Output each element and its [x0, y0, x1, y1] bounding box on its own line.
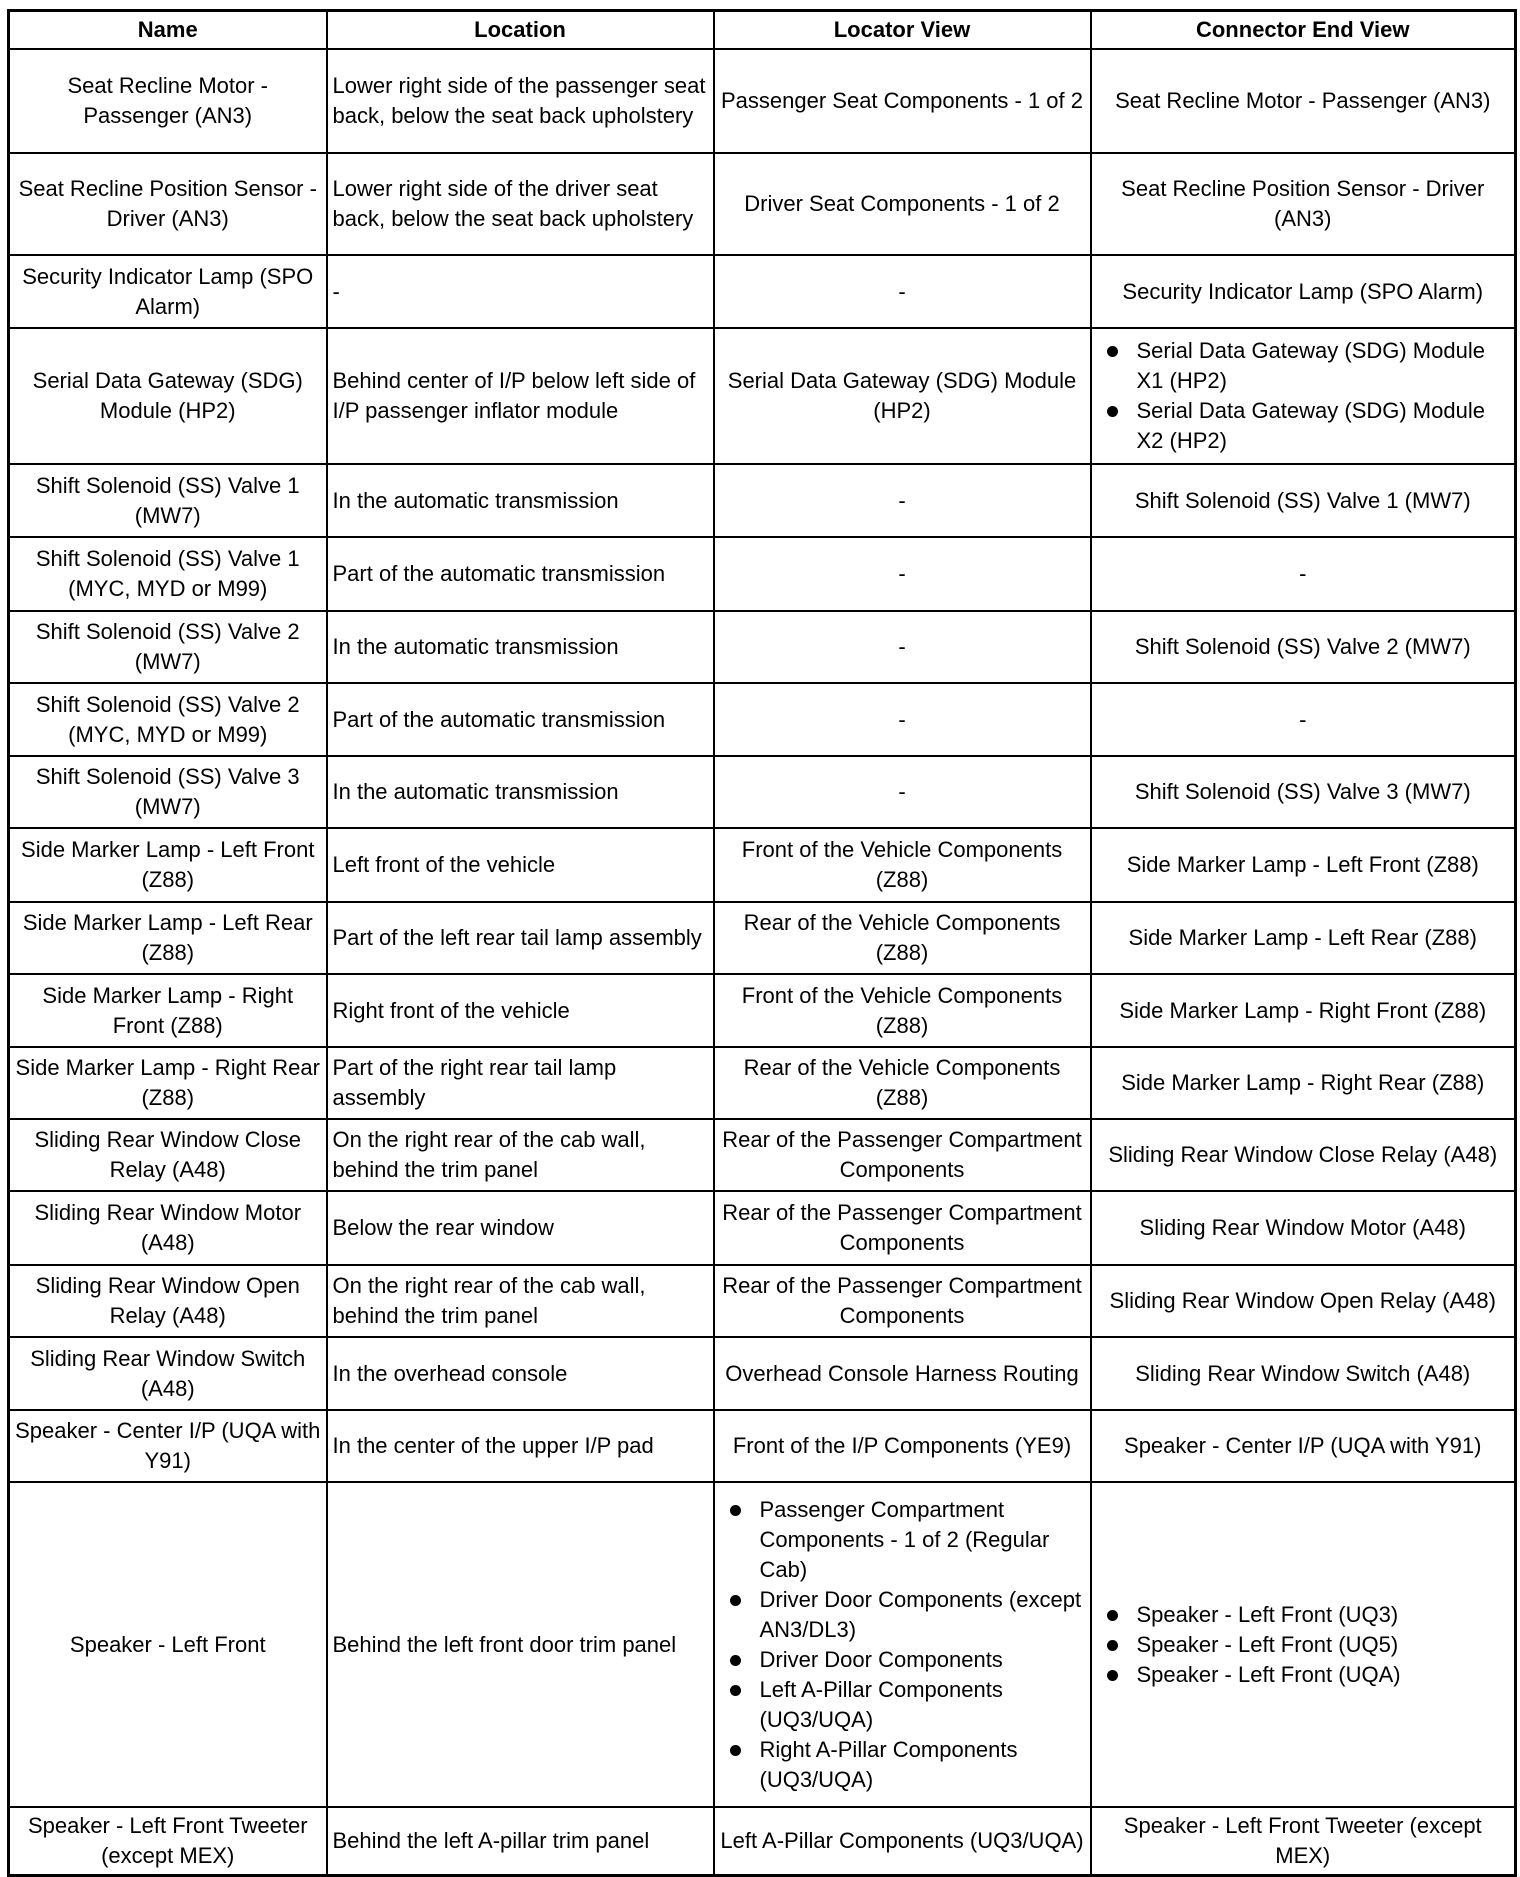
name-cell: Side Marker Lamp - Right Front (Z88): [9, 974, 327, 1047]
connector-end-view-cell: Shift Solenoid (SS) Valve 3 (MW7): [1091, 756, 1516, 828]
locator-view-cell: Front of the Vehicle Components (Z88): [714, 974, 1091, 1047]
table-row: [9, 1047, 1516, 1119]
locator-view-cell: Rear of the Passenger Compartment Components: [714, 1119, 1091, 1191]
locator-view-cell: [714, 1482, 1091, 1807]
locator-view-cell: Front of the Vehicle Components (Z88): [714, 828, 1091, 902]
name-cell: Shift Solenoid (SS) Valve 1 (MYC, MYD or M99): [9, 537, 327, 611]
bullet-item: Left A-Pillar Components (UQ3/UQA): [760, 1675, 1085, 1735]
locator-view-cell: Rear of the Passenger Compartment Components: [714, 1191, 1091, 1265]
location-cell: Below the rear window: [327, 1191, 714, 1265]
location-cell: Right front of the vehicle: [327, 974, 714, 1047]
bullet-item: Passenger Compartment Components - 1 of 2 (Regular Cab): [760, 1495, 1085, 1585]
header-connector-end-view: Connector End View: [1091, 11, 1516, 50]
bullet-item: Serial Data Gateway (SDG) Module X1 (HP2): [1137, 336, 1510, 396]
location-cell: Left front of the vehicle: [327, 828, 714, 902]
location-cell: -: [327, 255, 714, 328]
name-cell: Shift Solenoid (SS) Valve 3 (MW7): [9, 756, 327, 828]
name-cell: Sliding Rear Window Motor (A48): [9, 1191, 327, 1265]
table-row: [9, 1482, 1516, 1807]
name-cell: Seat Recline Position Sensor - Driver (AN3): [9, 153, 327, 255]
table-row: [9, 828, 1516, 902]
location-cell: Part of the automatic transmission: [327, 683, 714, 756]
header-location: Location: [327, 11, 714, 50]
bullet-item: Driver Door Components (except AN3/DL3): [760, 1585, 1085, 1645]
table-row: [9, 328, 1516, 464]
table-row: [9, 1337, 1516, 1410]
bullet-item: Speaker - Left Front (UQA): [1137, 1660, 1510, 1690]
location-cell: On the right rear of the cab wall, behind the trim panel: [327, 1265, 714, 1337]
name-cell: Serial Data Gateway (SDG) Module (HP2): [9, 328, 327, 464]
table-row: [9, 1410, 1516, 1482]
header-name: Name: [9, 11, 327, 50]
header-locator-view: Locator View: [714, 11, 1091, 50]
name-cell: Sliding Rear Window Close Relay (A48): [9, 1119, 327, 1191]
bullet-item: Speaker - Left Front (UQ5): [1137, 1630, 1510, 1660]
name-cell: Side Marker Lamp - Right Rear (Z88): [9, 1047, 327, 1119]
name-cell: Speaker - Center I/P (UQA with Y91): [9, 1410, 327, 1482]
locator-view-cell: Front of the I/P Components (YE9): [714, 1410, 1091, 1482]
connector-end-view-cell: Speaker - Left Front Tweeter (except MEX): [1091, 1807, 1516, 1875]
locator-view-cell: Rear of the Vehicle Components (Z88): [714, 902, 1091, 974]
name-cell: Shift Solenoid (SS) Valve 1 (MW7): [9, 464, 327, 537]
name-cell: Sliding Rear Window Switch (A48): [9, 1337, 327, 1410]
connector-end-view-cell: -: [1091, 537, 1516, 611]
name-cell: Side Marker Lamp - Left Front (Z88): [9, 828, 327, 902]
table-row: [9, 756, 1516, 828]
connector-end-view-cell: Shift Solenoid (SS) Valve 1 (MW7): [1091, 464, 1516, 537]
bullet-item: Driver Door Components: [760, 1645, 1085, 1675]
bullet-item: Serial Data Gateway (SDG) Module X2 (HP2): [1137, 396, 1510, 456]
table-row: [9, 1191, 1516, 1265]
connector-end-view-cell: Sliding Rear Window Motor (A48): [1091, 1191, 1516, 1265]
connector-end-view-cell: -: [1091, 683, 1516, 756]
locator-view-cell: Passenger Seat Components - 1 of 2: [714, 49, 1091, 153]
locator-view-cell: Serial Data Gateway (SDG) Module (HP2): [714, 328, 1091, 464]
bullet-item: Right A-Pillar Components (UQ3/UQA): [760, 1735, 1085, 1795]
table-row: [9, 902, 1516, 974]
table-row: [9, 464, 1516, 537]
location-cell: In the automatic transmission: [327, 464, 714, 537]
connector-end-view-cell: Sliding Rear Window Switch (A48): [1091, 1337, 1516, 1410]
location-cell: Part of the right rear tail lamp assembly: [327, 1047, 714, 1119]
name-cell: Speaker - Left Front: [9, 1482, 327, 1807]
connector-end-view-cell: [1091, 1482, 1516, 1807]
connector-end-view-cell: Side Marker Lamp - Left Front (Z88): [1091, 828, 1516, 902]
location-cell: In the automatic transmission: [327, 611, 714, 683]
table-row: [9, 49, 1516, 153]
locator-view-cell: -: [714, 756, 1091, 828]
locator-view-cell: -: [714, 611, 1091, 683]
table-row: [9, 255, 1516, 328]
name-cell: Side Marker Lamp - Left Rear (Z88): [9, 902, 327, 974]
name-cell: Shift Solenoid (SS) Valve 2 (MW7): [9, 611, 327, 683]
connector-end-view-cell: Seat Recline Motor - Passenger (AN3): [1091, 49, 1516, 153]
name-cell: Shift Solenoid (SS) Valve 2 (MYC, MYD or M99): [9, 683, 327, 756]
locator-view-cell: Rear of the Vehicle Components (Z88): [714, 1047, 1091, 1119]
table-row: [9, 1119, 1516, 1191]
connector-end-view-cell: Side Marker Lamp - Right Rear (Z88): [1091, 1047, 1516, 1119]
connector-end-view-cell: Shift Solenoid (SS) Valve 2 (MW7): [1091, 611, 1516, 683]
location-cell: Behind center of I/P below left side of I/P passenger inflator module: [327, 328, 714, 464]
connector-end-view-cell: [1091, 328, 1516, 464]
bullet-list: [1097, 1600, 1510, 1690]
locator-view-cell: Driver Seat Components - 1 of 2: [714, 153, 1091, 255]
connector-end-view-cell: Side Marker Lamp - Left Rear (Z88): [1091, 902, 1516, 974]
connector-end-view-cell: Security Indicator Lamp (SPO Alarm): [1091, 255, 1516, 328]
locator-view-cell: Rear of the Passenger Compartment Components: [714, 1265, 1091, 1337]
location-cell: Part of the automatic transmission: [327, 537, 714, 611]
locator-view-cell: -: [714, 464, 1091, 537]
locator-view-cell: Overhead Console Harness Routing: [714, 1337, 1091, 1410]
location-cell: Behind the left front door trim panel: [327, 1482, 714, 1807]
table-row: [9, 683, 1516, 756]
locator-view-cell: -: [714, 683, 1091, 756]
location-cell: On the right rear of the cab wall, behind the trim panel: [327, 1119, 714, 1191]
connector-end-view-cell: Speaker - Center I/P (UQA with Y91): [1091, 1410, 1516, 1482]
location-cell: In the automatic transmission: [327, 756, 714, 828]
bullet-list: [1097, 336, 1510, 456]
name-cell: Speaker - Left Front Tweeter (except MEX): [9, 1807, 327, 1875]
connector-end-view-cell: Seat Recline Position Sensor - Driver (AN3): [1091, 153, 1516, 255]
name-cell: Seat Recline Motor - Passenger (AN3): [9, 49, 327, 153]
location-cell: Part of the left rear tail lamp assembly: [327, 902, 714, 974]
bullet-item: Speaker - Left Front (UQ3): [1137, 1600, 1510, 1630]
header-row: [9, 11, 1516, 50]
location-cell: In the center of the upper I/P pad: [327, 1410, 714, 1482]
name-cell: Sliding Rear Window Open Relay (A48): [9, 1265, 327, 1337]
table-row: [9, 537, 1516, 611]
location-cell: In the overhead console: [327, 1337, 714, 1410]
locator-view-cell: -: [714, 255, 1091, 328]
connector-end-view-cell: Side Marker Lamp - Right Front (Z88): [1091, 974, 1516, 1047]
locator-view-cell: Left A-Pillar Components (UQ3/UQA): [714, 1807, 1091, 1875]
component-locator-table: [7, 9, 1517, 1877]
table-row: [9, 611, 1516, 683]
bullet-list: [720, 1495, 1085, 1795]
connector-end-view-cell: Sliding Rear Window Close Relay (A48): [1091, 1119, 1516, 1191]
table-row: [9, 153, 1516, 255]
location-cell: Behind the left A-pillar trim panel: [327, 1807, 714, 1875]
location-cell: Lower right side of the passenger seat back, below the seat back upholstery: [327, 49, 714, 153]
connector-end-view-cell: Sliding Rear Window Open Relay (A48): [1091, 1265, 1516, 1337]
table-row: [9, 1807, 1516, 1875]
name-cell: Security Indicator Lamp (SPO Alarm): [9, 255, 327, 328]
table-row: [9, 1265, 1516, 1337]
location-cell: Lower right side of the driver seat back, below the seat back upholstery: [327, 153, 714, 255]
locator-view-cell: -: [714, 537, 1091, 611]
table-row: [9, 974, 1516, 1047]
